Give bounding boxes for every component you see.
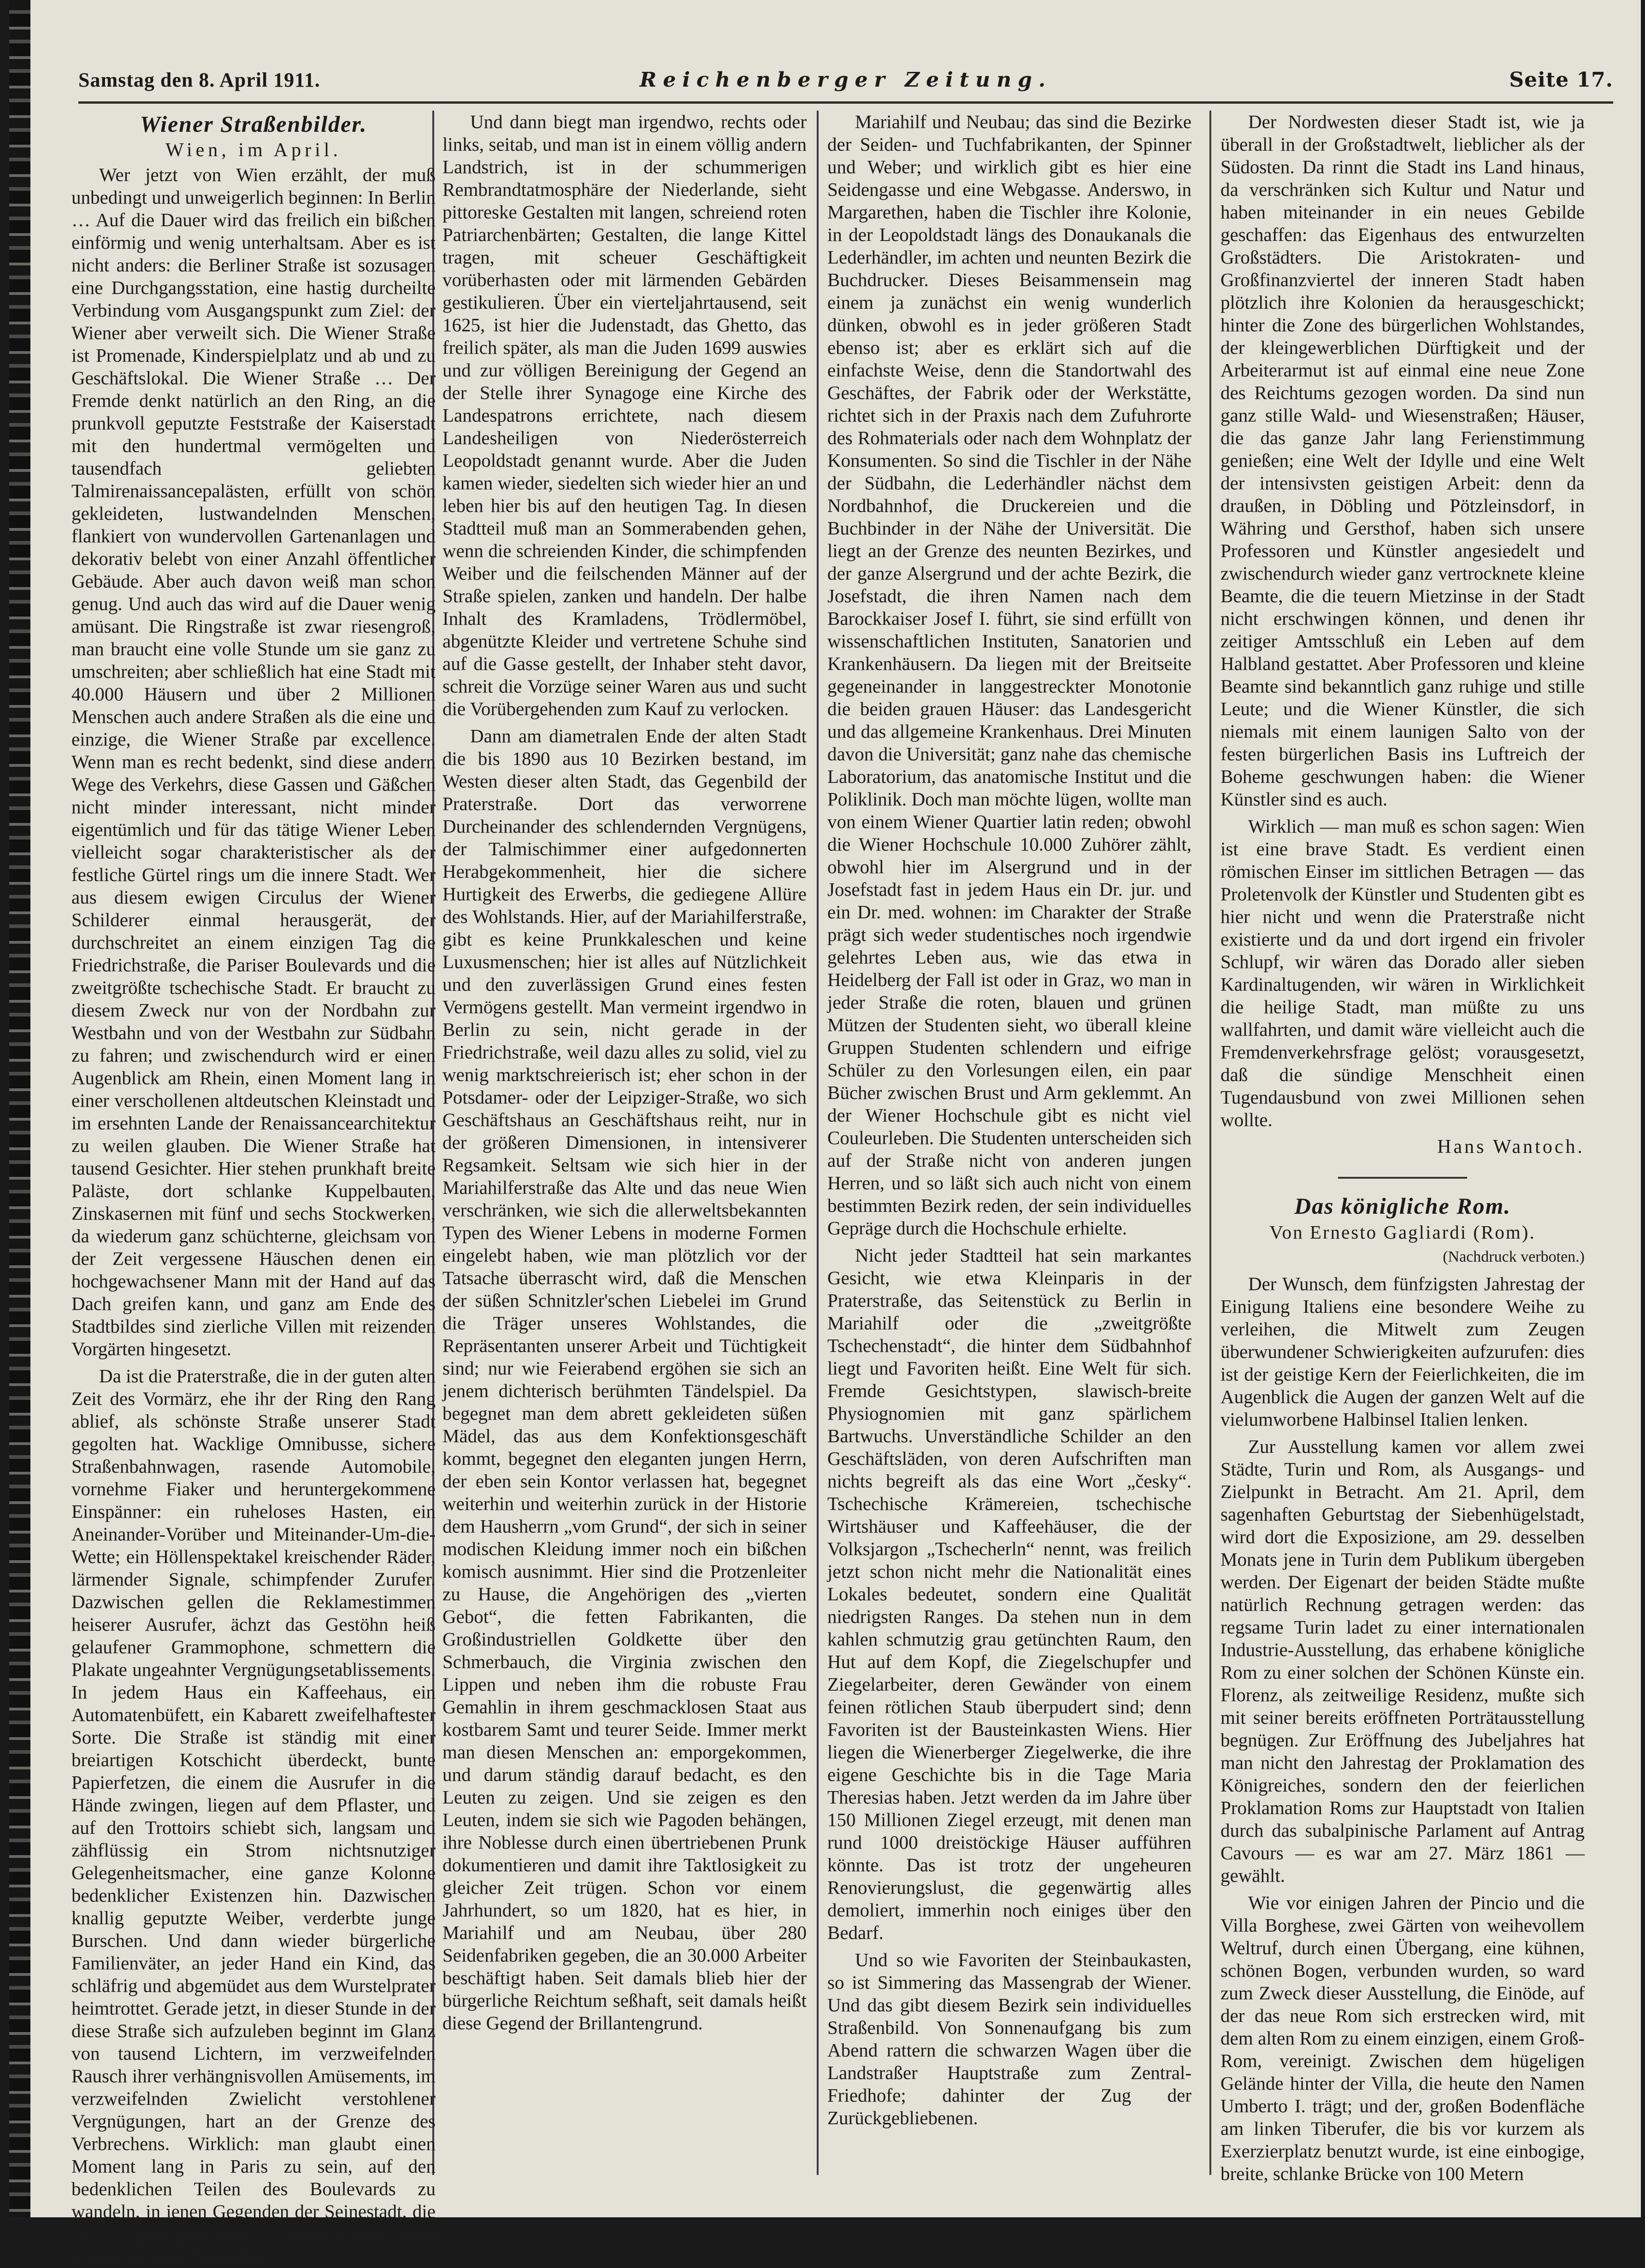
article-byline: Von Ernesto Gagliardi (Rom). — [1269, 1222, 1536, 1243]
column-2 — [442, 111, 807, 2193]
article-paragraph: Wirklich — man muß es schon sagen: Wien ist eine brave Stadt. Es verdient einen römischen Einser im sittlichen Betragen — das Proletenvolk der Künstler und Studenten gibt es hier nicht und wenn die Praterstraße nicht existierte und da und dort irgend ein frivoler Schlupf, wir wären das Dorado aller sieben Kardinaltugenden, wir wären in Wirklichkeit die heilige Stadt, man müßte zu uns wallfahrten, und damit wäre vielleicht auch die Fremdenverkehrsfrage gelöst; vorausgesetzt, daß die sündige Menschheit einen Tugendausbund von zwei Millionen sehen wollte. — [1220, 816, 1585, 1130]
article-title-das-koenigliche-rom: Das königliche Rom. — [1294, 1193, 1511, 1219]
newspaper-page — [9, 0, 1641, 2267]
article-paragraph: Wer jetzt von Wien erzählt, der muß unbedingt und unweigerlich beginnen: In Berlin … Auf die Dauer wird das freilich ein bißchen einförmig und wenig unterhaltsam. Aber es ist nicht anders: die Berliner Straße ist sozusagen eine Durchgangsstation, eine hastig durcheilte Verbindung vom Ausgangspunkt zum Ziel: der Wiener aber verweilt sich. Die Wiener Straße ist Promenade, Kinderspielplatz und ab und zu Geschäftslokal. Die Wiener Straße … Der Fremde denkt natürlich an den Ring, an die prunkvoll geputzte Feststraße der Kaiserstadt mit den hundertmal vermögelten und tausendfach geliebten Talmirenaissancepalästen, erfüllt von schön gekleideten, lustwandelnden Menschen, flankiert von wundervollen Gartenanlagen und dekorativ belebt von einer Anzahl öffentlicher Gebäude. Aber auch davon weiß man schon genug. Und auch das wird auf die Dauer wenig amüsant. Die Ringstraße ist zwar riesengroß, man braucht eine volle Stunde um sie ganz zu umschreiten; aber schließlich hat eine Stadt mit 40.000 Häusern und über 2 Millionen Menschen auch andere Straßen als die eine und einzige, die Wiener Straße par excellence. Wenn man es recht bedenkt, sind diese andern Wege des Verkehrs, diese Gassen und Gäßchen nicht minder interessant, nicht minder eigentümlich und für das tätige Wiener Leben vielleicht sogar charakteristischer als der festliche Gürtel rings um die innere Stadt. Wer aus diesem ewigen Circulus der Wiener Schilderer einmal herausgerät, der durchschreitet an einem einzigen Tag die Friedrichstraße, die Pariser Boulevards und die zweitgrößte tschechische Stadt. Er braucht zu diesem Zweck nur von der Nordbahn zur Westbahn und von der Westbahn zur Südbahn zu fahren; und zwischendurch wird er einen Augenblick am Rhein, einen Moment lang in einer verschollenen altdeutschen Kleinstadt und im ersehnten Lande der Renaissancearchitektur zu weilen glauben. Die Wiener Straße hat tausend Gesichter. Hier stehen prunkhaft breite Paläste, dort schlanke Kuppelbauten, Zinskasernen mit fünf und sechs Stockwerken, da wiederum ganz schüchterne, gleichsam von der Zeit vergessene Häuschen denen ein hochgewachsener Mann mit der Hand auf das Dach greifen kann, und ganz am Ende des Stadtbildes sind zierliche Villen mit reizenden Vorgärten hingesetzt. — [71, 164, 436, 1359]
article-dateline: Wien, im April. — [165, 140, 342, 161]
page-edge-binding — [9, 0, 30, 2217]
article-title-wiener-strassenbilder: Wiener Straßenbilder. — [140, 111, 367, 137]
article-paragraph: Dann am diametralen Ende der alten Stadt die bis 1890 aus 10 Bezirken bestand, im Westen dieser alten Stadt, das Gegenbild der Praterstraße. Dort das verworrene Durcheinander des schlendernden Vergnügens, der Talmischimmer einer aufgedonnerten Herabgekommenheit, hier die sichere Hurtigkeit des Erwerbs, die gediegene Allüre des Wohlstands. Hier, auf der Mariahilferstraße, gibt es keine Prunkkaleschen und keine Luxusmenschen; hier ist alles auf Nützlichkeit und den zuverlässigen Grund eines festen Vermögens gestellt. Man vermeint irgendwo in Berlin zu sein, nicht gerade in der Friedrichstraße, weil dazu alles zu solid, viel zu wenig marktschreierisch ist; eher schon in der Potsdamer- oder der Leipziger-Straße, wo sich Geschäftshaus an Geschäftshaus reiht, nur in der größeren Dimensionen, in intensiverer Regsamkeit. Seltsam wie sich hier in der Mariahilferstraße das Alte und das neue Wien verschränken, wie sich die allerweltsbekannten Typen des Wiener Lebens in moderne Formen eingelebt haben, wie man plötzlich vor der Tatsache überrascht wird, daß die Menschen der süßen Schnitzler'schen Liebelei im Grund die Träger unseres Wohlstandes, die Repräsentanten unserer Arbeit und Tüchtigkeit sind; nur wie Feierabend ergöhen sie sich an jenem dichterisch berühmten Tändelspiel. Da begegnet man dem abrett gekleideten süßen Mädel, das aus dem Konfektionsgeschäft kommt, begegnet den eleganten jungen Herrn, der eben sein Kontor verlassen hat, begegnet weiterhin und weiterhin zurück in der Historie dem Hausherrn „vom Grund“, der sich in seiner modischen Kleidung immer noch ein bißchen komisch ausnimmt. Hier sind die Protzenleiter zu Hause, die Angehörigen des „vierten Gebot“, die fetten Fabrikanten, die Großindustriellen Goldkette über den Schmerbauch, die Virginia zwischen den Lippen und neben ihm die robuste Frau Gemahlin in ihrem geschmacklosen Staat aus kostbarem Samt und teurer Seide. Immer merkt man diesen Menschen an: emporgekommen, und darum ständig darauf bedacht, es den Leuten zu zeigen. Und sie zeigen es den Leuten, indem sie sich wie Pagoden behängen, ihre Noblesse durch einen übertriebenen Prunk dokumentieren und damit ihre Taktlosigkeit zu gleicher Zeit trügen. Schon vor einem Jahrhundert, so um 1820, hat es hier, in Mariahilf und am Neubau, über 280 Seidenfabriken gegeben, die an 30.000 Arbeiter beschäftigt haben. Seit damals blieb hier der bürgerliche Reichtum seßhaft, seit damals heißt diese Gegend der Brillantengrund. — [442, 725, 807, 2033]
article-paragraph: Nicht jeder Stadtteil hat sein markantes Gesicht, wie etwa Kleinparis in der Praterstraße, das Seitenstück zu Berlin in Mariahilf oder die „zweitgrößte Tschechenstadt“, die hinter dem Südbahnhof liegt und Favoriten heißt. Eine Welt für sich. Fremde Gesichtstypen, slawisch-breite Physiognomien mit ganz spärlichem Bartwuchs. Unverständliche Schilder an den Geschäftsläden, von deren Aufschriften man nichts begreift als das eine Wort „česky“. Tschechische Krämereien, tschechische Wirtshäuser und Kaffeehäuser, die der Volksjargon „Tschecherln“ nennt, was freilich jetzt schon nicht mehr die Nationalität eines Lokales bedeutet, sondern eine Qualität niedrigsten Ranges. Da stehen nun in dem kahlen schmutzig grau getünchten Raum, den Hut auf dem Kopf, die Ziegelschupfer und Ziegelarbeiter, deren Gewänder von einem feinen rötlichen Staub überpudert sind; denn Favoriten ist der Bausteinkasten Wiens. Hier liegen die Wienerberger Ziegelwerke, die ihre eigene Geschichte bis in die Tage Maria Theresias haben. Jetzt werden da im Jahre über 150 Millionen Ziegel erzeugt, mit denen man rund 1000 dreistöckige Häuser aufführen könnte. Das ist trotz der ungeheuren Renovierungslust, die gegenwärtig alles demoliert, immerhin noch einiges über den Bedarf. — [827, 1245, 1191, 1943]
article-paragraph: Der Nordwesten dieser Stadt ist, wie ja überall in der Großstadtwelt, lieblicher als der Südosten. Da rinnt die Stadt ins Land hinaus, da verschränken sich Kultur und Natur und haben miteinander in ein neues Gebilde geschaffen: das Eigenhaus des entwurzelten Großstädters. Die Aristokraten- und Großfinanzviertel der inneren Stadt haben plötzlich ihre Kolonien da herausgeschickt; hinter die Zone des bürgerlichen Wohlstandes, der kleingewerblichen Dürftigkeit und der Arbeiterarmut ist auf einmal eine neue Zone des Reichtums gezogen worden. Da sind nun ganz stille Wald- und Wiesenstraßen; Häuser, die das ganze Jahr lang Ferienstimmung genießen; eine Welt der Idylle und eine Welt der intensivsten geistigen Arbeit: denn da draußen, in Döbling und Pötzleinsdorf, in Währing und Gersthof, haben sich unsere Professoren und Künstler angesiedelt und zwischendurch wieder ganz vertrocknete kleine Beamte, die die teuern Mietzinse in der Stadt nicht erschwingen können, und denen ihr zeitiger Amtsschluß ein Leben auf dem Halbland gestattet. Aber Professoren und kleine Beamte sind bekanntlich ganz ruhige und stille Leute; und die Wiener Künstler, die sich niemals mit einem launigen Salto von der festen bürgerlichen Basis ins Luftreich der Boheme geschwungen haben: die Wiener Künstler sind es auch. — [1220, 111, 1585, 810]
article-paragraph: Wie vor einigen Jahren der Pincio und die Villa Borghese, zwei Gärten von weihevollem Weltruf, durch einen Übergang, eine kühnen, schönen Bogen, verbunden wurden, so ward zum Zweck dieser Ausstellung, die Einöde, auf der das neue Rom sich erstrecken wird, mit dem alten Rom zu einem einzigen, einem Groß-Rom, vereinigt. Zwischen dem hügeligen Gelände hinter der Villa, die heute den Namen Umberto I. trägt; und der, großen Bodenfläche am linken Tiberufer, die bis vor kurzem als Exerzierplatz benutzt wurde, ist eine einbogige, breite, schlanke Brücke von 100 Metern — [1220, 1892, 1585, 2184]
header-date: Samstag den 8. April 1911. — [78, 69, 320, 91]
column-4 — [1220, 111, 1585, 2193]
column-rule — [1209, 111, 1211, 2175]
article-paragraph: Mariahilf und Neubau; das sind die Bezirke der Seiden- und Tuchfabrikanten, der Spinner und Weber; und wirklich gibt es hier eine Seidengasse und eine Webgasse. Anderswo, in Margarethen, haben die Tischler ihre Kolonie, in der Leopoldstadt längs des Donaukanals die Lederhändler, im achten und neunten Bezirk die Buchdrucker. Dieses Beisammensein mag einem ja zunächst ein wenig wunderlich dünken, obwohl es in jeder größeren Stadt ebenso ist; aber es erklärt sich auf die einfachste Weise, denn die Standortwahl des Geschäftes, der Fabrik oder der Werkstätte, richtet sich in der Praxis nach dem Zufuhrorte des Rohmaterials oder nach dem Wohnplatz der Konsumenten. So sind die Tischler in der Nähe der Südbahn, die Lederhändler nächst dem Nordbahnhof, die Druckereien und die Buchbinder in der Nähe der Universität. Die liegt an der Grenze des neunten Bezirkes, und der ganze Alsergrund und der achte Bezirk, die Josefstadt, die ihren Namen nach dem Barockkaiser Josef I. führt, sie sind erfüllt von wissenschaftlichen Instituten, Sanatorien und Krankenhäusern. Da liegen mit der Breitseite gegeneinander in langgestreckter Monotonie die beiden grauen Häuser: das Landesgericht und das allgemeine Krankenhaus. Drei Minuten davon die Universität; ganz nahe das chemische Laboratorium, das anatomische Institut und die Poliklinik. Doch man möchte lügen, wollte man von einem Wiener Quartier latin reden; obwohl die Wiener Hochschule 10.000 Zuhörer zählt, obwohl hier im Alsergrund und in der Josefstadt fast in jedem Haus ein Dr. jur. und ein Dr. med. wohnen: im Charakter der Straße prägt sich weder studentisches noch irgendwie gelehrtes Leben aus, wie das etwa in Heidelberg der Fall ist oder in Graz, wo man in jeder Straße die roten, blauen und grünen Mützen der Studenten sieht, wo überall kleine Gruppen Studenten schlendern und eifrige Schüler zu den Vorlesungen eilen, ein paar Bücher zwischen Brust und Arm geklemmt. An der Wiener Hochschule gibt es nicht viel Couleurleben. Die Studenten unterscheiden sich auf der Straße nicht von anderen jungen Herren, und so läßt sich auch nicht von einem bestimmten Bezirk reden, der sein individuelles Gepräge durch die Hochschule erhielte. — [827, 111, 1191, 1239]
newspaper-title: Reichenberger Zeitung. — [639, 68, 1052, 92]
article-paragraph: Der Wunsch, dem fünfzigsten Jahrestag der Einigung Italiens eine besondere Weihe zu verleihen, die Mitwelt zum Zeugen überwundener Schwierigkeiten aufzurufen: dies ist der geistige Kern der Feierlichkeiten, die im Augenblick die Augen der ganzen Welt auf die vielumworbene Halbinsel Italien lenken. — [1220, 1273, 1585, 1430]
article-paragraph: Zur Ausstellung kamen vor allem zwei Städte, Turin und Rom, als Ausgangs- und Zielpunkt in Betracht. Am 21. April, dem sagenhaften Geburtstag der Siebenhügelstadt, wird dort die Exposizione, am 29. desselben Monats jene in Turin dem Publikum übergeben werden. Der Eigenart der beiden Städte mußte natürlich Rechnung getragen werden: das regsame Turin ladet zu einer internationalen Industrie-Ausstellung, das erhabene königliche Rom zu einer solchen der Schönen Künste ein. Florenz, als zeitweilige Residenz, mußte sich mit seiner bereits eröffneten Porträtausstellung begnügen. Zur Eröffnung des Jubeljahres hat man nicht den Jahrestag der Proklamation des Königreiches, sondern den der feierlichen Proklamation Roms zur Hauptstadt von Italien durch das subalpinische Parlament auf Antrag Cavours — es war am 27. März 1861 — gewählt. — [1220, 1436, 1585, 1886]
column-1 — [71, 111, 436, 2267]
article-author: Hans Wantoch. — [1437, 1136, 1585, 1158]
article-paragraph: Und dann biegt man irgendwo, rechts oder links, seitab, und man ist in einem völlig andern Landstrich, ist in der schummerigen Rembrandtatmosphäre der Niederlande, sieht pittoreske Gestalten mit langen, schreiend roten Patriarchenbärten; Gestalten, die lange Kittel tragen, mit scheuer Geschäftigkeit vorüberhasten oder mit lärmenden Gebärden gestikulieren. Über ein vierteljahrtausend, seit 1625, ist hier die Judenstadt, das Ghetto, das freilich später, als man die Juden 1699 auswies und zur völligen Bereinigung der Gegend an der Stelle ihrer Synagoge eine Kirche des Landespatrons errichtete, nach diesem Landesheiligen von Niederösterreich Leopoldstadt genannt wurde. Aber die Juden kamen wieder, siedelten sich wieder hier an und leben hier bis auf den heutigen Tag. In diesen Stadtteil muß man an Sommerabenden gehen, wenn die schreienden Kinder, die schimpfenden Weiber und die feilschenden Männer auf der Straße spielen, zanken und handeln. Der halbe Inhalt des Kramladens, Trödlermöbel, abgenützte Kleider und vertretene Schuhe sind auf die Gasse gestellt, der Inhaber steht davor, schreit die Vorzüge seiner Waren aus und sucht die Vorübergehenden zum Kauf zu verlocken. — [442, 111, 807, 719]
column-3 — [827, 111, 1191, 2193]
page-header — [78, 65, 1613, 104]
article-paragraph: Und so wie Favoriten der Steinbaukasten, so ist Simmering das Massengrab der Wiener. Und das gibt diesem Bezirk sein individuelles Straßenbild. Von Sonnenaufgang bis zum Abend rattern die schwarzen Wagen über die Landstraßer Hauptstraße zum Zentral-Friedhofe; dahinter der Zug der Zurückgebliebenen. — [827, 1949, 1191, 2128]
page-number: Seite 17. — [1509, 68, 1613, 92]
article-separator — [1338, 1177, 1467, 1179]
reprint-notice: (Nachdruck verboten.) — [1443, 1248, 1585, 1265]
article-paragraph: Da ist die Praterstraße, die in der guten alten Zeit des Vormärz, ehe ihr der Ring den Rang ablief, als schönste Straße unserer Stadt gegolten hat. Wacklige Omnibusse, sichere Straßenbahnwagen, rasende Automobile, vornehme Fiaker und heruntergekommene Einspänner: ein ruheloses Hasten, ein Aneinander-Vorüber und Miteinander-Um-die-Wette; ein Höllenspektakel kreischender Räder, lärmender Signale, schimpfender Zurufer. Dazwischen gellen die Reklamestimmen heiserer Ausrufer, ächzt das Gestöhn heiß gelaufener Grammophone, schmettern die Plakate ungeahnter Vergnügungsetablissements. In jedem Haus ein Kaffeehaus, ein Automatenbüfett, ein Kabarett zweifelhaftester Sorte. Die Straße ist ständig mit einer breiartigen Kotschicht überdeckt, bunte Papierfetzen, die einem die Ausrufer in die Hände zwingen, liegen auf dem Pflaster, und auf den Trottoirs schiebt sich, langsam und zähflüssig ein Strom nichtsnutziger Gelegenheitsmacher, eine ganze Kolonne bedenklicher Existenzen hin. Dazwischen knallig geputzte Weiber, verderbte junge Burschen. Und dann wieder bürgerliche Familienväter, an jeder Hand ein Kind, das schläfrig und abgemüdet aus dem Wurstelprater heimtrottet. Gerade jetzt, in dieser Stunde in der diese Straße sich aufzuleben beginnt im Glanz von tausend Lichtern, im verzweifelnden Rausch ihrer verhängnisvollen Amüsements, im verzweifelnden Zwielicht verstohlener Vergnügungen, hart an der Grenze des Verbrechens. Wirklich: man glaubt einen Moment lang in Paris zu sein, auf den bedenklichen Teilen des Boulevards zu wandeln, in jenen Gegenden der Seinestadt, die sie — pars pro toto — immer noch zum Schreckgespenst machten. — [71, 1365, 436, 2267]
column-rule — [817, 111, 819, 2175]
